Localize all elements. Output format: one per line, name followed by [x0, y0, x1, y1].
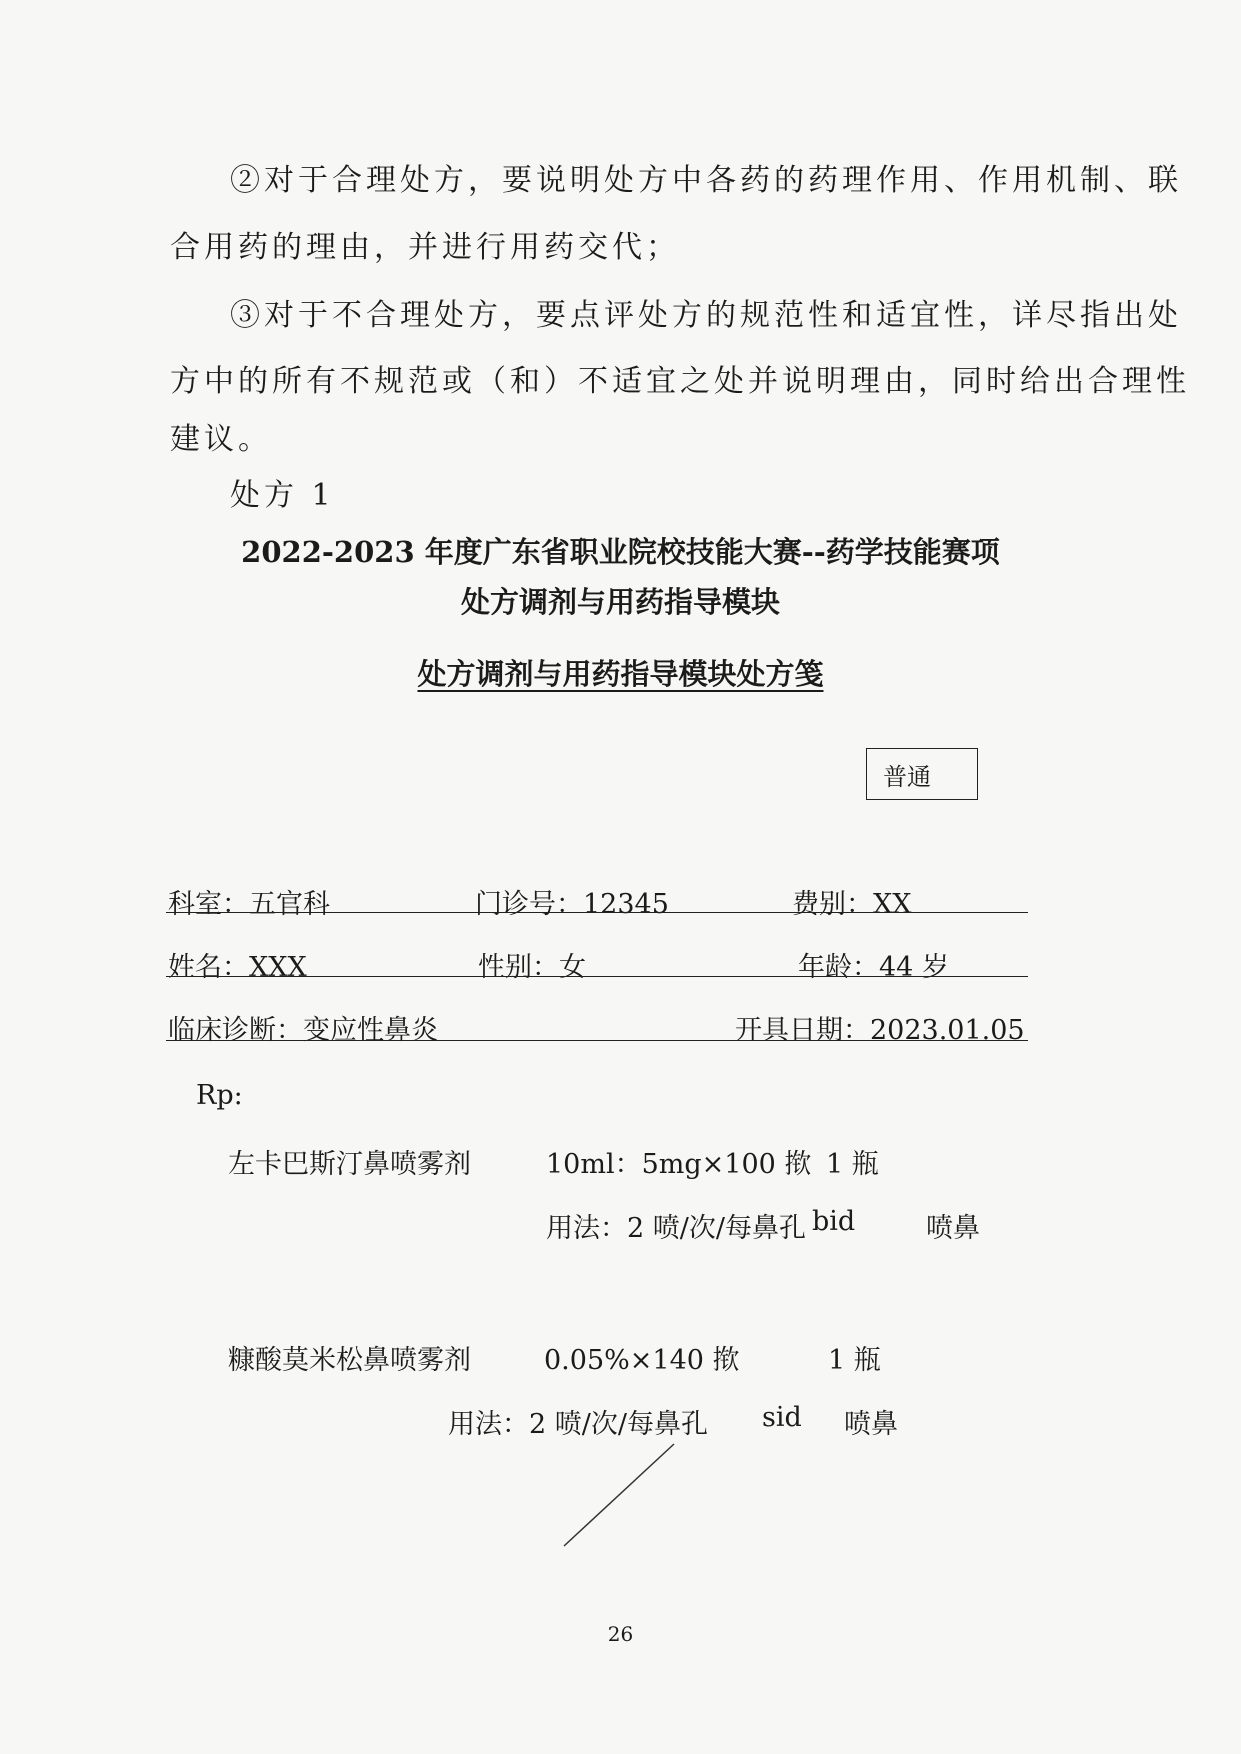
clinic-number-field: 门诊号：12345: [475, 889, 669, 920]
drug-2-frequency: sid: [762, 1402, 802, 1433]
drug-1-usage: 用法：2 喷/次/每鼻孔: [546, 1213, 806, 1244]
instruction-item-3-line2: 方中的所有不规范或（和）不适宜之处并说明理由，同时给出合理性: [170, 364, 1190, 399]
rp-label: Rp:: [196, 1080, 243, 1111]
drug-1-name: 左卡巴斯汀鼻喷雾剂: [228, 1149, 471, 1180]
drug-2-usage: 用法：2 喷/次/每鼻孔: [448, 1409, 708, 1440]
row-underline: [166, 976, 1028, 977]
age-field: 年龄：44 岁: [798, 952, 949, 983]
department-field: 科室：五官科: [168, 889, 330, 920]
drug-2-spec: 0.05%×140 揿: [544, 1345, 740, 1376]
drug-2-name: 糠酸莫米松鼻喷雾剂: [228, 1345, 471, 1376]
gender-field: 性别：女: [478, 952, 586, 983]
instruction-item-3-line1: ③对于不合理处方，要点评处方的规范性和适宜性，详尽指出处: [230, 298, 1182, 333]
page-number: 26: [607, 1622, 634, 1646]
instruction-item-2-line1: ②对于合理处方，要说明处方中各药的药理作用、作用机制、联: [230, 163, 1182, 198]
prescription-form-title: 处方调剂与用药指导模块处方笺: [417, 657, 824, 691]
drug-1-route: 喷鼻: [926, 1213, 980, 1244]
instruction-item-3-line3: 建议。: [170, 422, 272, 457]
drug-1-frequency: bid: [812, 1206, 856, 1237]
prescription-label: 处方 1: [230, 478, 335, 513]
fee-type-field: 费别：XX: [792, 889, 912, 920]
row-underline: [166, 1040, 1028, 1041]
module-title: 处方调剂与用药指导模块: [460, 585, 780, 619]
patient-name-field: 姓名：XXX: [168, 952, 307, 983]
drug-2-quantity: 1 瓶: [828, 1345, 881, 1376]
prescription-type-label: 普通: [883, 763, 931, 791]
drug-2-route: 喷鼻: [844, 1409, 898, 1440]
date-field: 开具日期：2023.01.05: [735, 1015, 1025, 1046]
end-slash-mark: [560, 1440, 680, 1550]
competition-title: 2022-2023 年度广东省职业院校技能大赛--药学技能赛项: [241, 535, 1000, 569]
prescription-type-box: [866, 748, 978, 800]
diagnosis-field: 临床诊断：变应性鼻炎: [168, 1015, 438, 1046]
row-underline: [166, 912, 1028, 913]
drug-1-spec: 10ml：5mg×100 揿: [546, 1149, 812, 1180]
drug-1-quantity: 1 瓶: [826, 1149, 879, 1180]
instruction-item-2-line2: 合用药的理由，并进行用药交代；: [170, 230, 680, 265]
